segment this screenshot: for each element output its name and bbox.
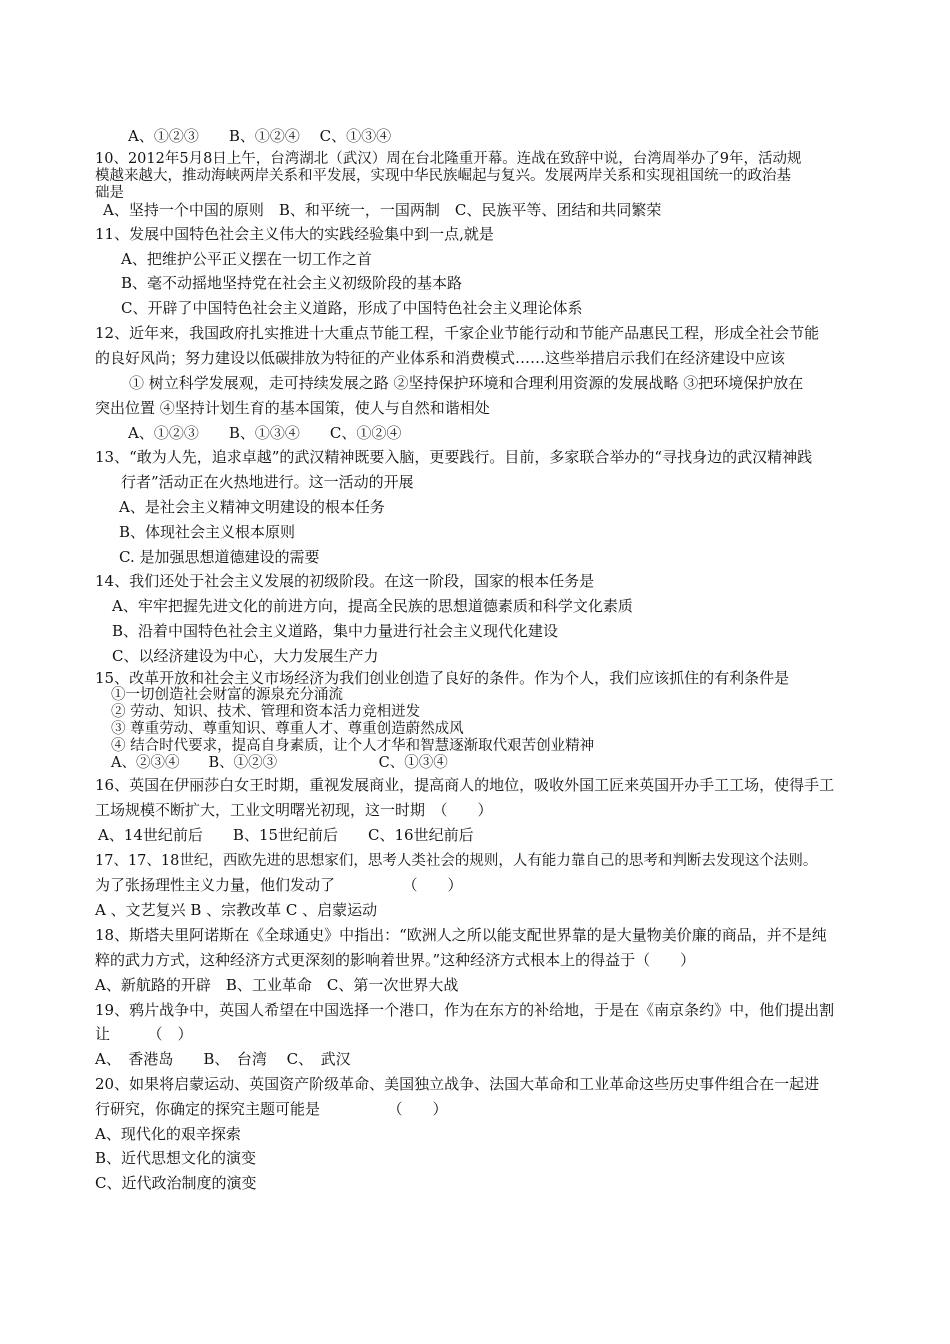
q15-options: A、②③④ B、①②③ C、①③④	[111, 755, 448, 771]
q12-stem-line1: 12、近年来，我国政府扎实推进十大重点节能工程，千家企业节能行动和节能产品惠民工程，形成全社会节能	[95, 324, 820, 342]
q14-option-c: C、以经济建设为中心，大力发展生产力	[112, 647, 379, 665]
q20-stem-line2: 行研究，你确定的探究主题可能是 （ ）	[95, 1100, 448, 1118]
q13-option-c: C. 是加强思想道德建设的需要	[119, 548, 320, 566]
q11-stem: 11、发展中国特色社会主义伟大的实践经验集中到一点,就是	[95, 225, 494, 243]
q13-option-b: B、体现社会主义根本原则	[119, 523, 296, 541]
q20-option-b: B、近代思想文化的演变	[95, 1149, 257, 1167]
q15-statement-3: ③ 尊重劳动、尊重知识、尊重人才、尊重创造蔚然成风	[111, 721, 464, 737]
q9-options: A、①②③ B、①②④ C、①③④	[128, 127, 392, 145]
q10-options: A、坚持一个中国的原则 B、和平统一，一国两制 C、民族平等、团结和共同繁荣	[103, 201, 662, 219]
q15-statement-2: ② 劳动、知识、技术、管理和资本活力竞相迸发	[111, 704, 421, 720]
q16-options: A、14世纪前后 B、15世纪前后 C、16世纪前后	[98, 826, 474, 844]
q12-options: A、①②③ B、①③④ C、①②④	[128, 424, 402, 442]
q10-stem-line3: 础是	[95, 185, 124, 201]
q12-statements-line2: 突出位置 ④坚持计划生育的基本国策，使人与自然和谐相处	[95, 399, 490, 417]
q13-stem-line1: 13、“敢为人先，追求卓越”的武汉精神既要入脑，更要践行。目前，多家联合举办的“寻找身边的武汉精神践	[95, 448, 813, 466]
q12-statements-line1: ① 树立科学发展观，走可持续发展之路 ②坚持保护环境和合理利用资源的发展战略 ③把环境保护放在	[129, 374, 804, 392]
q18-stem-line2: 粹的武力方式，这种经济方式更深刻的影响着世界。”这种经济方式根本上的得益于（ ）	[95, 951, 696, 969]
q14-stem: 14、我们还处于社会主义发展的初级阶段。在这一阶段，国家的根本任务是	[95, 572, 595, 590]
q18-stem-line1: 18、斯塔夫里阿诺斯在《全球通史》中指出：“欧洲人之所以能支配世界靠的是大量物美价廉的商品，并不是纯	[95, 926, 827, 944]
q14-option-a: A、牢牢把握先进文化的前进方向，提高全民族的思想道德素质和科学文化素质	[112, 597, 633, 615]
q19-stem-line1: 19、鸦片战争中，英国人希望在中国选择一个港口，作为在东方的补给地，于是在《南京条约》中，他们提出割	[95, 1001, 835, 1019]
q19-stem-line2: 让 （ ）	[95, 1025, 193, 1043]
q19-options: A、 香港岛 B、 台湾 C、 武汉	[95, 1050, 351, 1068]
q13-option-a: A、是社会主义精神文明建设的根本任务	[119, 498, 385, 516]
q15-statement-1: ①一切创造社会财富的源泉充分涌流	[111, 687, 343, 703]
q20-stem-line1: 20、如果将启蒙运动、英国资产阶级革命、美国独立战争、法国大革命和工业革命这些历史事件组合在一起进	[95, 1075, 820, 1093]
q16-stem-line2: 工场规模不断扩大，工业文明曙光初现，这一时期 （ ）	[95, 801, 493, 819]
q10-stem-line1: 10、2012年5月8日上午，台湾湖北（武汉）周在台北隆重开幕。连战在致辞中说，台湾周举办了9年，活动规	[95, 151, 802, 167]
q15-statement-4: ④ 结合时代要求，提高自身素质，让个人才华和智慧逐渐取代艰苦创业精神	[111, 738, 595, 754]
q20-option-c: C、近代政治制度的演变	[95, 1174, 257, 1192]
q12-stem-line2: 的良好风尚；努力建设以低碳排放为特征的产业体系和消费模式……这些举措启示我们在经济建设中应该	[95, 349, 786, 367]
q14-option-b: B、沿着中国特色社会主义道路，集中力量进行社会主义现代化建设	[112, 622, 559, 640]
q13-stem-line2: 行者”活动正在火热地进行。这一活动的开展	[121, 473, 414, 491]
q16-stem-line1: 16、英国在伊丽莎白女王时期，重视发展商业，提高商人的地位，吸收外国工匠来英国开办手工工场，使得手工	[95, 776, 835, 794]
q17-stem-line1: 17、17、18世纪，西欧先进的思想家们，思考人类社会的规则，人有能力靠自己的思考和判断去发现这个法则。	[95, 853, 818, 869]
q17-options: A 、文艺复兴 B 、宗教改革 C 、启蒙运动	[95, 901, 378, 919]
q15-stem: 15、改革开放和社会主义市场经济为我们创业创造了良好的条件。作为个人，我们应该抓住的有利条件是	[95, 669, 790, 687]
q11-option-b: B、毫不动摇地坚持党在社会主义初级阶段的基本路	[121, 274, 463, 292]
q17-stem-line2: 为了张扬理性主义力量，他们发动了 （ ）	[95, 876, 463, 894]
q11-option-c: C、开辟了中国特色社会主义道路，形成了中国特色社会主义理论体系	[121, 299, 583, 317]
q10-stem-line2: 模越来越大，推动海峡两岸关系和平发展，实现中华民族崛起与复兴。发展两岸关系和实现祖国统一的政治基	[95, 168, 791, 184]
q11-option-a: A、把维护公平正义摆在一切工作之首	[121, 250, 372, 268]
q18-options: A、新航路的开辟 B、工业革命 C、第一次世界大战	[95, 976, 459, 994]
q20-option-a: A、现代化的艰辛探索	[95, 1125, 241, 1143]
